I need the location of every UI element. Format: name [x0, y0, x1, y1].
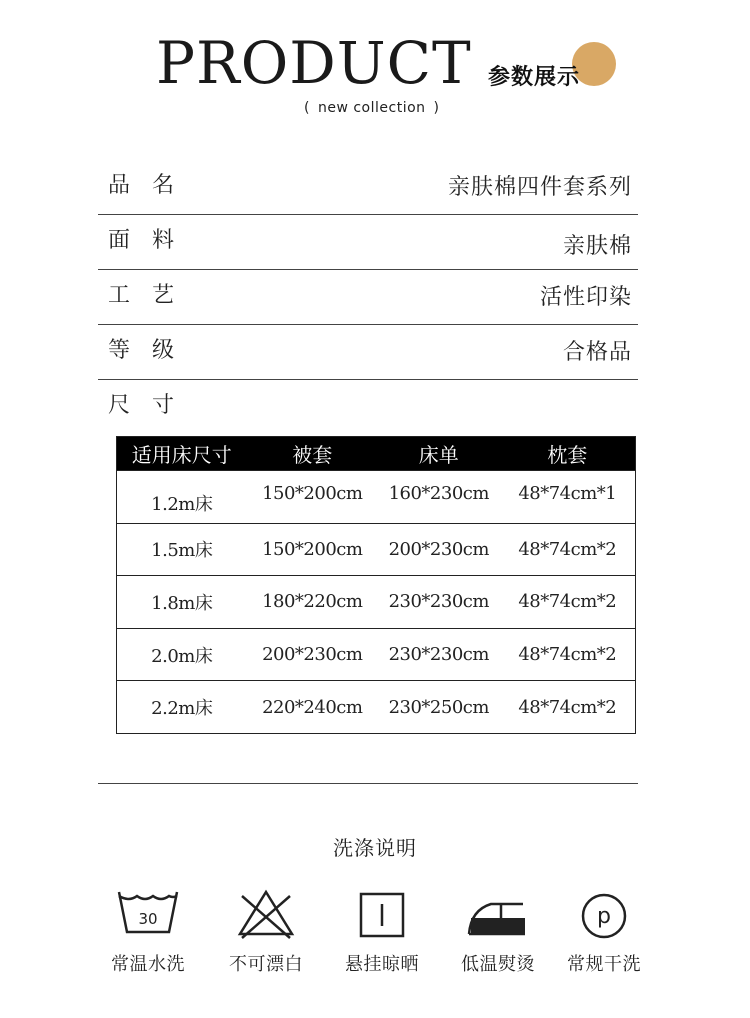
- spec-label: 等级: [108, 338, 197, 363]
- table-cell: 1.2m床: [151, 493, 213, 515]
- table-cell: 2.2m床: [151, 698, 213, 720]
- table-header-cell: 床单: [418, 443, 459, 467]
- spec-row-size: [98, 380, 638, 435]
- spec-value: 活性印染: [539, 285, 632, 310]
- spec-list: [98, 160, 638, 435]
- table-cell: 48*74cm*2: [518, 696, 617, 718]
- care-label: 悬挂晾晒: [345, 954, 419, 975]
- spec-label: 尺寸: [108, 393, 197, 418]
- table-cell: 150*200cm: [262, 538, 363, 560]
- spec-row-craft: [98, 270, 638, 325]
- spec-row-fabric: [98, 215, 638, 270]
- care-item-wash: [98, 888, 198, 976]
- brand-subtitle: [296, 100, 448, 116]
- paren-open: (: [304, 100, 310, 116]
- care-label: 不可漂白: [229, 954, 303, 975]
- table-cell: 200*230cm: [262, 644, 363, 666]
- spec-label: 工艺: [108, 283, 197, 308]
- table-cell: 230*230cm: [388, 591, 489, 613]
- spec-label: 面料: [108, 228, 197, 253]
- spec-value: 合格品: [562, 340, 632, 365]
- care-item-iron: [448, 888, 548, 976]
- hang-dry-icon: [357, 888, 407, 944]
- table-row: [117, 628, 635, 681]
- care-title: 洗涤说明: [333, 836, 417, 860]
- table-cell: 2.0m床: [151, 645, 213, 667]
- spec-label: 品名: [108, 173, 197, 198]
- care-label: 常规干洗: [567, 954, 641, 975]
- table-header-cell: 枕套: [547, 443, 588, 467]
- low-iron-icon: [465, 888, 531, 944]
- care-label: 低温熨烫: [461, 954, 535, 975]
- wash-30-icon: [115, 888, 181, 944]
- table-cell: 48*74cm*2: [518, 644, 617, 666]
- table-cell: 180*220cm: [262, 591, 363, 613]
- table-cell: 1.8m床: [151, 592, 213, 614]
- spec-row-grade: [98, 325, 638, 380]
- care-item-bleach: [216, 888, 316, 976]
- subtitle-text: new collection: [317, 100, 426, 116]
- table-cell: 230*230cm: [388, 644, 489, 666]
- care-item-hang: [332, 888, 432, 976]
- table-cell: 160*230cm: [388, 483, 489, 505]
- spec-value: 亲肤棉: [562, 234, 632, 259]
- table-cell: 48*74cm*2: [518, 591, 617, 613]
- table-cell: 200*230cm: [388, 538, 489, 560]
- table-row: [117, 680, 635, 733]
- table-cell: 150*200cm: [262, 483, 363, 505]
- care-label: 常温水洗: [111, 954, 185, 975]
- section-badge: [488, 40, 628, 96]
- dry-clean-p-icon: [576, 888, 632, 944]
- table-cell: 220*240cm: [262, 696, 363, 718]
- table-cell: 1.5m床: [151, 540, 213, 562]
- badge-text: 参数展示: [488, 65, 581, 90]
- wash-temp: 30: [138, 910, 158, 928]
- table-cell: 48*74cm*2: [518, 538, 617, 560]
- paren-close: ): [433, 100, 440, 116]
- dry-clean-letter: p: [597, 904, 611, 929]
- spec-value: 亲肤棉四件套系列: [447, 175, 632, 200]
- table-row: [117, 575, 635, 628]
- care-item-dryclean: [554, 888, 654, 976]
- spec-row-name: [98, 160, 638, 215]
- no-bleach-icon: [236, 888, 296, 944]
- table-cell: 230*250cm: [388, 696, 489, 718]
- table-header-cell: 适用床尺寸: [131, 443, 232, 467]
- table-cell: 48*74cm*1: [518, 483, 617, 505]
- table-row: [117, 523, 635, 576]
- table-row: [117, 470, 635, 523]
- brand-title: PRODUCT: [156, 29, 472, 97]
- table-header-cell: 被套: [292, 443, 333, 467]
- divider: [98, 783, 638, 784]
- size-table: [116, 436, 636, 734]
- table-header: [117, 437, 635, 470]
